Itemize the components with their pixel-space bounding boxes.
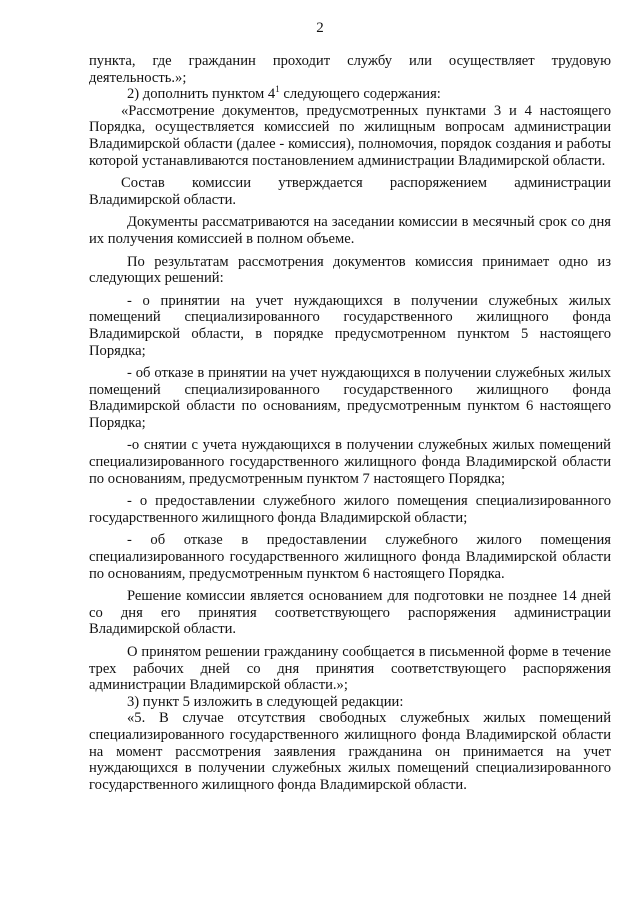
- paragraph-decision-provide: - о предоставлении служебного жилого помещения специализированного государственного жилищного фонда Владимирской области;: [89, 493, 611, 526]
- paragraph-item-2-text: 2) дополнить пунктом 4: [127, 86, 276, 103]
- paragraph-item-3: 3) пункт 5 изложить в следующей редакции:: [127, 693, 404, 710]
- paragraph-review-term: Документы рассматриваются на заседании комиссии в месячный срок со дня их получения комиссией в полном объеме.: [89, 214, 611, 247]
- paragraph-point-5: «5. В случае отсутствия свободных служебных жилых помещений специализированного государственного жилищного фонда Владимирской области на момент рассмотрения заявления гражданина он принимается на учет нуждающихся в получении служебных жилых помещений специализированного государственного жилищного фонда Владимирской области.: [89, 710, 611, 793]
- paragraph-notification: О принятом решении гражданину сообщается в письменной форме в течение трех рабочих дней со дня принятия соответствующего распоряжения администрации Владимирской области.»;: [89, 644, 611, 694]
- paragraph-item-2: [89, 86, 611, 103]
- paragraph-continuation: пункта, где гражданин проходит службу или осуществляет трудовую деятельность.»;: [89, 53, 611, 86]
- paragraph-review-documents: «Рассмотрение документов, предусмотренных пунктами 3 и 4 настоящего Порядка, осуществляется комиссией по жилищным вопросам администрации Владимирской области (далее - комиссия), полномочия, порядок создания и работы которой устанавливаются постановлением администрации Владимирской области.: [89, 102, 611, 169]
- page-number: 2: [316, 20, 324, 36]
- paragraph-decision-basis: Решение комиссии является основанием для подготовки не позднее 14 дней со дня его принятия соответствующего распоряжения администрации Владимирской области.: [89, 588, 611, 638]
- paragraph-decision-remove: -о снятии с учета нуждающихся в получении служебных жилых помещений специализированного государственного жилищного фонда Владимирской области по основаниям, предусмотренным пунктом 7 настоящего Порядка;: [89, 437, 611, 487]
- document-body: [89, 53, 611, 793]
- paragraph-decision-accept: - о принятии на учет нуждающихся в получении служебных жилых помещений специализированного государственного жилищного фонда Владимирской области, в порядке предусмотренном пунктом 5 настоящего Порядка;: [89, 292, 611, 359]
- paragraph-decisions-intro: По результатам рассмотрения документов комиссия принимает одно из следующих решений:: [89, 253, 611, 287]
- paragraph-decision-refuse-provide: - об отказе в предоставлении служебного жилого помещения специализированного государственного жилищного фонда Владимирской области по основаниям, предусмотренным пунктом 6 настоящего Порядка.: [89, 532, 611, 582]
- superscript-number: 1: [275, 84, 280, 95]
- paragraph-decision-refuse-accept: - об отказе в принятии на учет нуждающихся в получении служебных жилых помещений специализированного государственного жилищного фонда Владимирской области по основаниям, предусмотренным пунктом 6 настоящего Порядка;: [89, 365, 611, 431]
- paragraph-item-2-suffix: следующего содержания:: [279, 86, 441, 103]
- paragraph-commission-composition: Состав комиссии утверждается распоряжением администрации Владимирской области.: [89, 175, 611, 208]
